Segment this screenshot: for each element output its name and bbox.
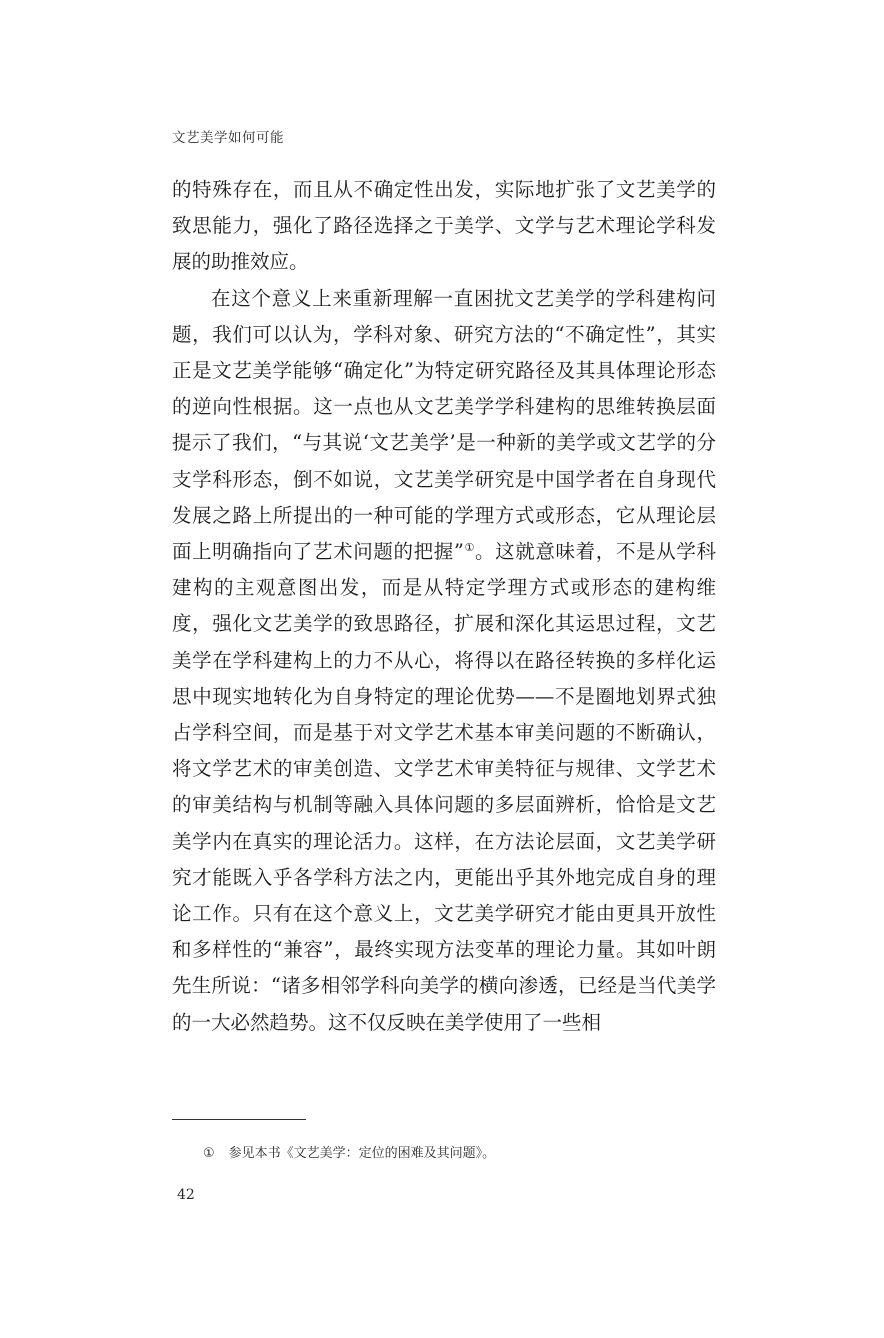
paragraph-main-text: 在这个意义上来重新理解一直困扰文艺美学的学科建构问题，我们可以认为，学科对象、研究方法的“不确定性”，其实正是文艺美学能够“确定化”为特定研究路径及其具体理论形态的逆向性根据。这一点也从文艺美学学科建构的思维转换层面提示了我们，“与其说‘文艺美学’是一种新的美学或文艺学的分支学科形态，倒不如说，文艺美学研究是中国学者在自身现代发展之路上所提出的一种可能的学理方式或形态，它从理论层面上明确指向了艺术问题的把握”	[172, 286, 716, 564]
body-text	[172, 172, 716, 1041]
footnote-divider	[172, 1119, 306, 1120]
paragraph-main	[172, 281, 716, 1041]
page-number: 42	[177, 1187, 195, 1203]
footnote-mark: ①	[203, 1146, 215, 1161]
footnote	[203, 1142, 495, 1161]
paragraph-continuation: 的特殊存在，而且从不确定性出发，实际地扩张了文艺美学的致思能力，强化了路径选择之于美学、文学与艺术理论学科发展的助推效应。	[172, 178, 716, 274]
footnote-reference: ①	[463, 541, 475, 555]
running-header-title: 文艺美学如何可能	[172, 130, 284, 146]
footnote-text: 参见本书《文艺美学：定位的困难及其问题》。	[228, 1146, 496, 1161]
paragraph-main-text-cont: 。这就意味着，不是从学科建构的主观意图出发，而是从特定学理方式或形态的建构维度，强化文艺美学的致思路径，扩展和深化其运思过程，文艺美学在学科建构上的力不从心，将得以在路径转换的多样化运思中现实地转化为自身特定的理论优势——不是圈地划界式独占学科空间，而是基于对文学艺术基本审美问题的不断确认，将文学艺术的审美创造、文学艺术审美特征与规律、文学艺术的审美结构与机制等融入具体问题的多层面辨析，恰恰是文艺美学内在真实的理论活力。这样，在方法论层面，文艺美学研究才能既入乎各学科方法之内，更能出乎其外地完成自身的理论工作。只有在这个意义上，文艺美学研究才能由更具开放性和多样性的“兼容”，最终实现方法变革的理论力量。其如叶朗先生所说：“诸多相邻学科向美学的横向渗透，已经是当代美学的一大必然趋势。这不仅反映在美学使用了一些相	[172, 540, 716, 1034]
